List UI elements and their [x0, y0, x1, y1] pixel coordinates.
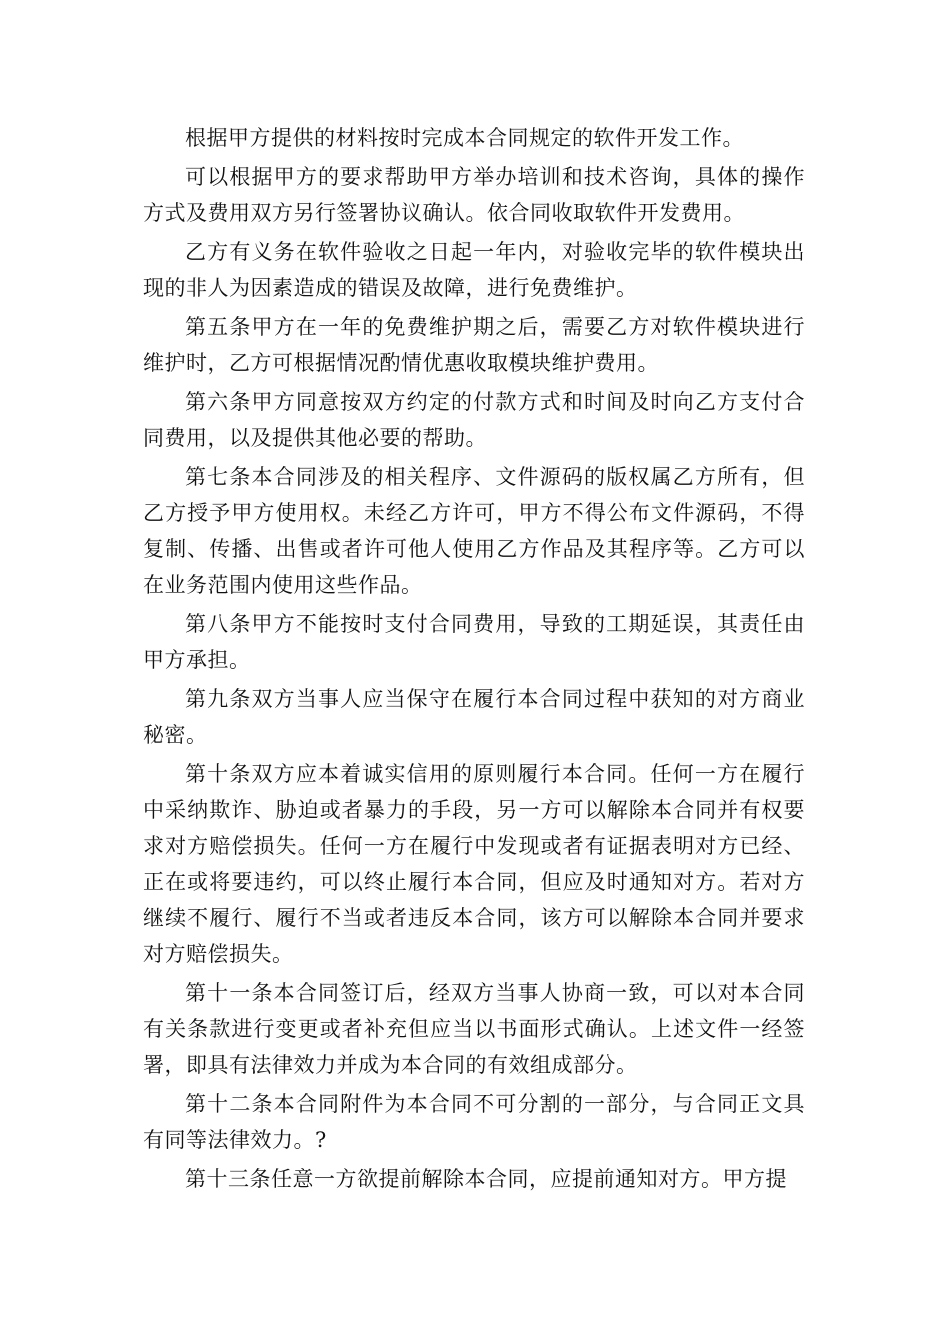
paragraph-article-9: 第九条双方当事人应当保守在履行本合同过程中获知的对方商业秘密。 [143, 687, 805, 747]
paragraph-article-10: 第十条双方应本着诚实信用的原则履行本合同。任何一方在履行中采纳欺诈、胁迫或者暴力的手段，另一方可以解除本合同并有权要求对方赔偿损失。任何一方在履行中发现或者有证据表明对方已经、正在或将要违约，可以终止履行本合同，但应及时通知对方。若对方继续不履行、履行不当或者违反本合同，该方可以解除本合同并要求对方赔偿损失。 [143, 762, 805, 966]
paragraph-1: 根据甲方提供的材料按时完成本合同规定的软件开发工作。 [185, 126, 744, 150]
paragraph-article-8: 第八条甲方不能按时支付合同费用，导致的工期延误，其责任由甲方承担。 [143, 612, 805, 672]
paragraph-article-12: 第十二条本合同附件为本合同不可分割的一部分，与合同正文具有同等法律效力。? [143, 1092, 805, 1152]
paragraph-2: 可以根据甲方的要求帮助甲方举办培训和技术咨询，具体的操作方式及费用双方另行签署协议确认。依合同收取软件开发费用。 [143, 165, 805, 225]
paragraph-article-5: 第五条甲方在一年的免费维护期之后，需要乙方对软件模块进行维护时，乙方可根据情况酌情优惠收取模块维护费用。 [143, 315, 805, 375]
paragraph-article-11: 第十一条本合同签订后，经双方当事人协商一致，可以对本合同有关条款进行变更或者补充但应当以书面形式确认。上述文件一经签署，即具有法律效力并成为本合同的有效组成部分。 [143, 981, 805, 1077]
paragraph-3: 乙方有义务在软件验收之日起一年内，对验收完毕的软件模块出现的非人为因素造成的错误及故障，进行免费维护。 [143, 240, 805, 300]
paragraph-article-13: 第十三条任意一方欲提前解除本合同，应提前通知对方。甲方提 [185, 1167, 787, 1191]
document-body [143, 120, 805, 1200]
paragraph-article-6: 第六条甲方同意按双方约定的付款方式和时间及时向乙方支付合同费用，以及提供其他必要的帮助。 [143, 390, 805, 450]
paragraph-article-7: 第七条本合同涉及的相关程序、文件源码的版权属乙方所有，但乙方授予甲方使用权。未经乙方许可，甲方不得公布文件源码，不得复制、传播、出售或者许可他人使用乙方作品及其程序等。乙方可以在业务范围内使用这些作品。 [143, 465, 805, 597]
